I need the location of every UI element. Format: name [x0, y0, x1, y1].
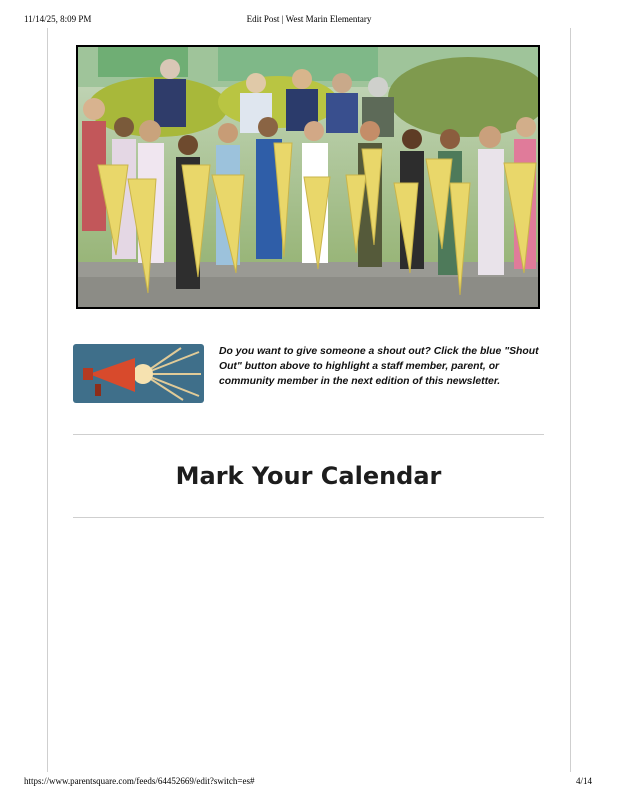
print-url: https://www.parentsquare.com/feeds/64452669/edit?switch=es# [24, 776, 255, 786]
section-divider-bottom [73, 517, 544, 518]
left-content-border [47, 28, 48, 772]
group-photo-image [78, 47, 538, 307]
section-divider-top [73, 434, 544, 435]
print-page-title: Edit Post | West Marin Elementary [246, 14, 372, 24]
right-content-border [570, 28, 571, 772]
print-datetime: 11/14/25, 8:09 PM [24, 14, 92, 24]
section-heading: Mark Your Calendar [175, 462, 442, 490]
megaphone-icon [73, 344, 204, 403]
shout-out-banner [73, 344, 204, 403]
shout-out-text: Do you want to give someone a shout out? Click the blue "Shout Out" button above to highlight a staff member, parent, or community member in the next edition of this newsletter. [219, 346, 539, 387]
group-photo [76, 45, 540, 309]
print-page-number: 4/14 [575, 776, 592, 786]
